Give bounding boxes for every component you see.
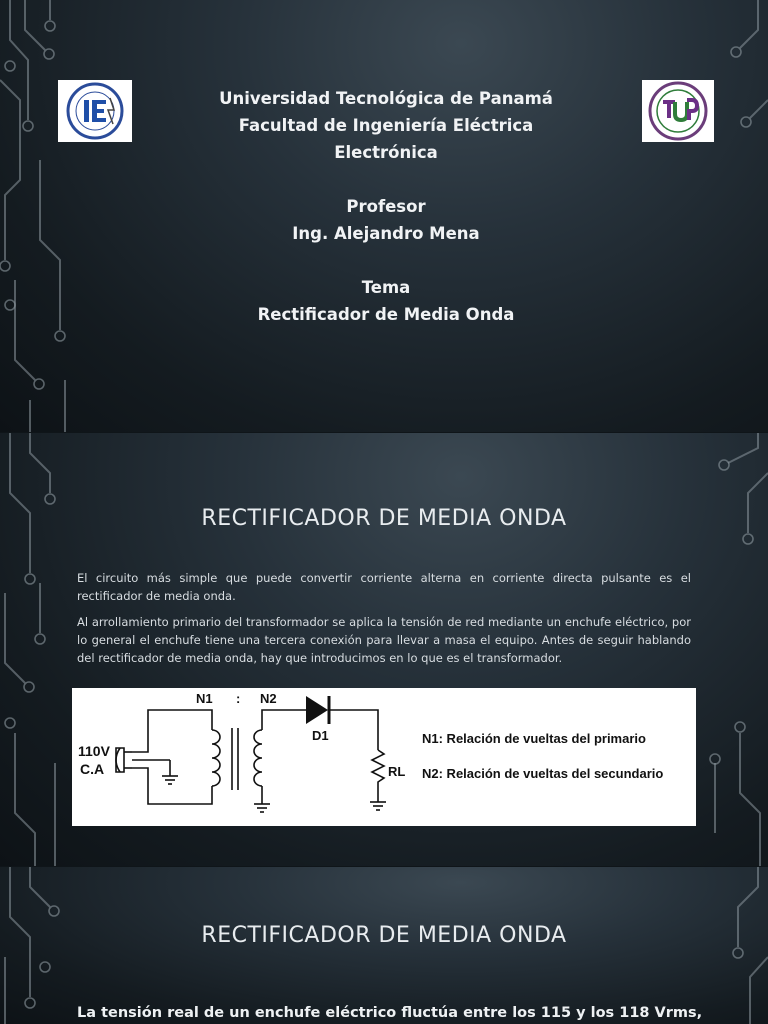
- utp-logo: [642, 80, 714, 142]
- diode-label: D1: [312, 728, 329, 743]
- content-slide-2: [0, 867, 768, 1024]
- faculty-line-2: Electrónica: [334, 143, 438, 162]
- legend-n2: N2: Relación de vueltas del secundario: [422, 766, 664, 781]
- paragraph-3: La tensión real de un enchufe eléctrico fluctúa entre los 115 y los 118 Vrms,: [77, 1005, 703, 1021]
- paragraph-1: El circuito más simple que puede convertir corriente alterna en corriente directa pulsante es el rectificador de media onda.: [77, 571, 691, 603]
- n2-label: N2: [260, 691, 277, 706]
- ie-logo-icon: [58, 80, 132, 142]
- legend-n1: N1: Relación de vueltas del primario: [422, 731, 646, 746]
- paragraph-2: Al arrollamiento primario del transformador se aplica la tensión de red mediante un enchufe eléctrico, por lo general el enchufe tiene una tercera conexión para llevar a masa el equipo. Antes de seguir hablando del rectificador de media onda, hay que introducimos en lo que es el transformador.: [77, 615, 691, 665]
- faculty-line-1: Facultad de Ingeniería Eléctrica: [238, 116, 534, 135]
- ratio-colon: :: [236, 691, 241, 706]
- rectifier-circuit-schematic: [72, 688, 696, 826]
- n1-label: N1: [196, 691, 213, 706]
- load-label: RL: [388, 764, 406, 779]
- content-slide-1: [0, 433, 768, 866]
- source-voltage-label: 110V: [78, 743, 110, 759]
- topic-label: Tema: [361, 278, 411, 297]
- slide-title: RECTIFICADOR DE MEDIA ONDA: [201, 506, 567, 531]
- university-name: Universidad Tecnológica de Panamá: [219, 89, 553, 108]
- source-type-label: C.A: [80, 761, 105, 777]
- topic-name: Rectificador de Media Onda: [257, 305, 515, 324]
- ie-faculty-logo: [58, 80, 132, 142]
- slide-title-2: RECTIFICADOR DE MEDIA ONDA: [201, 923, 567, 948]
- title-block: [140, 85, 632, 328]
- professor-label: Profesor: [346, 197, 426, 216]
- title-slide: [0, 0, 768, 432]
- professor-name: Ing. Alejandro Mena: [292, 224, 480, 243]
- half-wave-rectifier-diagram: [72, 688, 696, 826]
- utp-logo-icon: [642, 80, 714, 142]
